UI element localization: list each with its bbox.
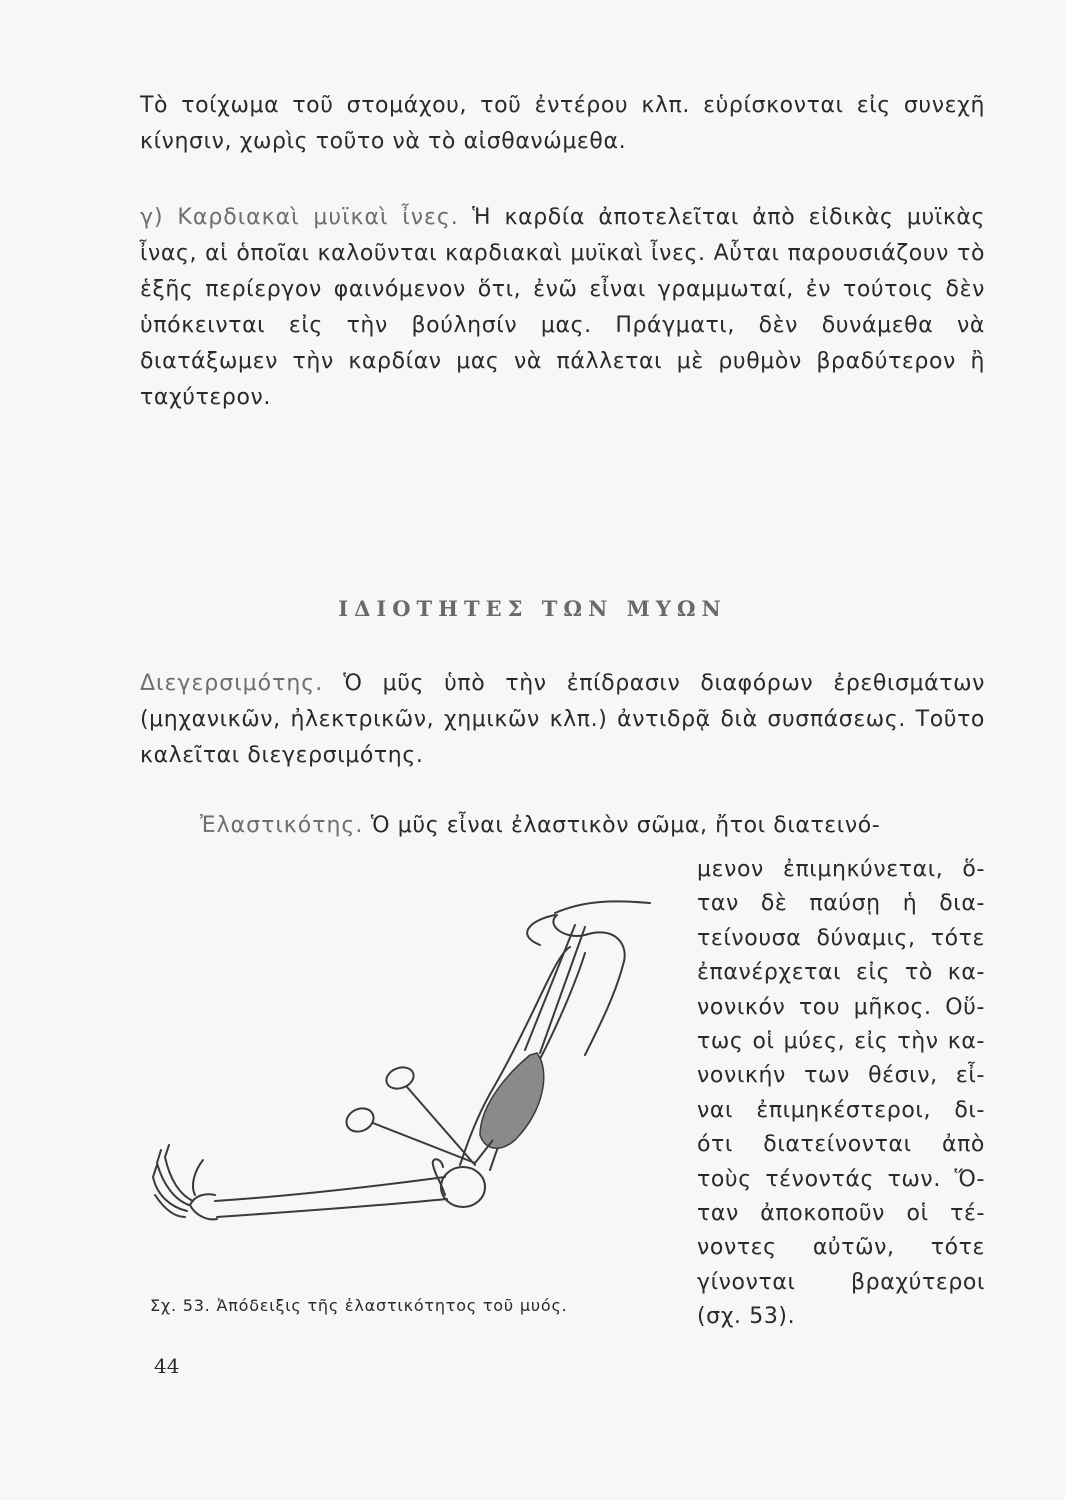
scissors-handle-top — [383, 1064, 416, 1092]
elasticity-first-line — [200, 813, 880, 838]
arm-muscle-figure — [145, 895, 685, 1255]
cardiac-paragraph — [140, 200, 985, 416]
upper-tendon — [525, 925, 585, 1053]
elasticity-line: ἐπανέρχεται εἰς τὸ κα- — [697, 960, 985, 986]
figure-caption: Σχ. 53. Ἀπόδειξις τῆς ἐλαστικότητος τοῦ μυός. — [150, 1296, 568, 1315]
wrist-bones — [190, 1194, 217, 1219]
elasticity-line: τως οἱ μύες, εἰς τὴν κα- — [697, 1029, 985, 1055]
intro-text: Τὸ τοίχωμα τοῦ στομάχου, τοῦ ἐντέρου κλπ. εὑρίσκονται εἰς συνεχῆ κίνησιν, χωρὶς τοῦτο νὰ τὸ αἰσθανώμεθα. — [140, 93, 985, 154]
elasticity-line: ταν ἀποκοποῦν οἱ τέ- — [697, 1201, 985, 1227]
hand-fingers — [153, 1145, 203, 1217]
elasticity-line: τείνουσα δύναμις, τότε — [697, 925, 985, 951]
scissors-blades — [373, 1087, 475, 1165]
elasticity-line: μενον ἐπιμηκύνεται, ὅ- — [697, 857, 985, 882]
intro-paragraph — [140, 88, 985, 160]
elasticity-column — [697, 853, 985, 1335]
elasticity-line: ταν δὲ παύσῃ ἡ δια- — [697, 891, 985, 917]
cardiac-lead: γ) Καρδιακαὶ μυϊκαὶ ἶνες. — [140, 205, 459, 230]
section-heading: ΙΔΙΟΤΗΤΕΣ ΤΩΝ ΜΥΩΝ — [338, 596, 727, 621]
elasticity-line: γίνονται βραχύτεροι — [697, 1269, 985, 1295]
upper-arm-line — [527, 915, 555, 945]
elbow-joint — [441, 1167, 485, 1207]
elasticity-line: νονικόν του μῆκος. Οὕ- — [697, 994, 985, 1020]
elasticity-line: (σχ. 53). — [697, 1304, 796, 1330]
elasticity-line: ναι ἐπιμηκέστεροι, δι- — [697, 1097, 985, 1123]
excitability-text: Ὁ μῦς ὑπὸ τὴν ἐπίδρασιν διαφόρων ἐρεθισμάτων (μηχανικῶν, ἠλεκτρικῶν, χημικῶν κλπ.) ἀντιδρᾷ διὰ συσπάσεως. Τοῦτο καλεῖται διεγερσιμότης. — [140, 671, 985, 768]
excitability-lead: Διεγερσιμότης. — [140, 671, 324, 696]
biceps-muscle — [480, 1053, 544, 1148]
elasticity-first-text: Ὁ μῦς εἶναι ἐλαστικὸν σῶμα, ἤτοι διατεινό- — [363, 813, 881, 838]
cardiac-text: Ἡ καρδία ἀποτελεῖται ἀπὸ εἰδικὰς μυϊκὰς ἶνας, αἱ ὁποῖαι καλοῦνται καρδιακαὶ μυϊκαὶ ἶνες. Αὗται παρουσιάζουν τὸ ἑξῆς περίεργον φαινόμενον ὅτι, ἐνῶ εἶναι γραμμωταί, ἐν τούτοις δὲν ὑπόκεινται εἰς τὴν βούλησίν μας. Πράγματι, δὲν δυνάμεθα νὰ διατάξωμεν τὴν καρδίαν μας νὰ πάλλεται μὲ ρυθμὸν βραδύτερον ἢ ταχύτερον. — [140, 205, 985, 410]
elasticity-line: νοντες αὐτῶν, τότε — [697, 1235, 985, 1261]
page-number: 44 — [154, 1354, 180, 1378]
shoulder-outline — [553, 901, 650, 1055]
elasticity-lead: Ἐλαστικότης. — [200, 813, 364, 838]
elasticity-line: νονικήν των θέσιν, εἶ- — [697, 1063, 985, 1089]
elasticity-line: ότι διατείνονται ἀπὸ — [697, 1132, 985, 1158]
elasticity-line: τοὺς τένοντάς των. Ὅ- — [697, 1166, 985, 1192]
excitability-paragraph — [140, 666, 985, 774]
scissors-handle-left — [343, 1104, 378, 1136]
forearm-radius — [215, 1177, 447, 1217]
